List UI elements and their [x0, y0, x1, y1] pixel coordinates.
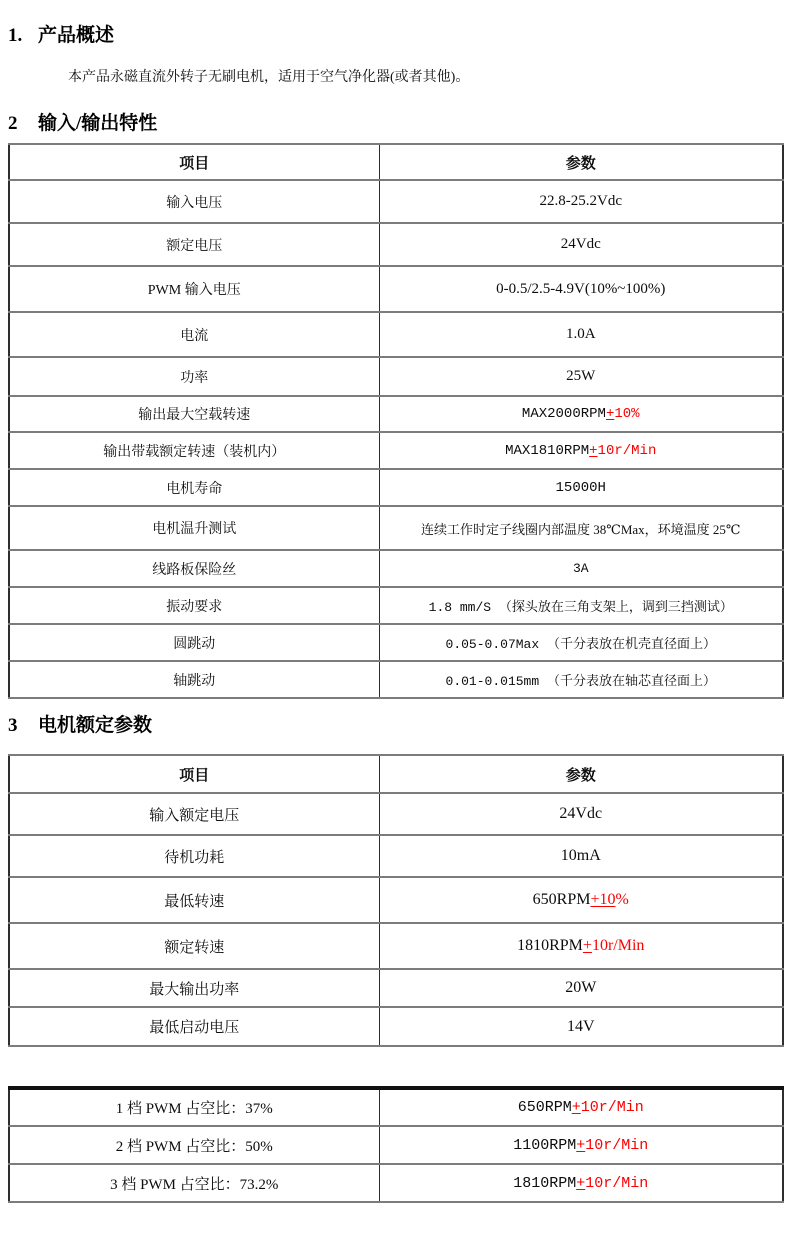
intro-paragraph: 本产品永磁直流外转子无刷电机，适用于空气净化器(或者其他)。: [68, 70, 470, 85]
header-item-cell: 项目: [9, 144, 379, 180]
header-param-cell: 参数: [379, 755, 783, 793]
item-cell: 最大输出功率: [9, 969, 379, 1007]
table-row: [9, 835, 783, 877]
section-2-heading: [8, 112, 782, 136]
table-row: [9, 432, 783, 469]
value-cell: 22.8-25.2Vdc: [379, 180, 783, 223]
item-cell: 线路板保险丝: [9, 550, 379, 587]
section-title: 产品概述: [38, 25, 115, 46]
value-cell: 24Vdc: [379, 793, 783, 835]
item-cell: 待机功耗: [9, 835, 379, 877]
value-cell: 1810RPM+10r/Min: [379, 1164, 783, 1202]
value-cell: 1.0A: [379, 312, 783, 357]
red-tolerance: +: [582, 937, 592, 954]
table-row: [9, 969, 783, 1007]
table-row: [9, 469, 783, 506]
table-header-row: [9, 144, 783, 180]
table-row: [9, 793, 783, 835]
table-row: [9, 923, 783, 969]
item-cell: 输入额定电压: [9, 793, 379, 835]
table-row: [9, 180, 783, 223]
table-row: [9, 587, 783, 624]
value-cell: 14V: [379, 1007, 783, 1046]
item-cell: 轴跳动: [9, 661, 379, 698]
red-tolerance: +: [605, 406, 615, 422]
item-cell: 电流: [9, 312, 379, 357]
value-cell: MAX2000RPM+10%: [379, 396, 783, 432]
section-title: 输入/输出特性: [38, 113, 158, 134]
value-cell: 1810RPM+10r/Min: [379, 923, 783, 969]
value-cell: 0-0.5/2.5-4.9V(10%~100%): [379, 266, 783, 312]
value-cell: 650RPM+10%: [379, 877, 783, 923]
item-cell: 输出最大空载转速: [9, 396, 379, 432]
section-number: 3: [8, 715, 18, 736]
item-cell: 1 档 PWM 占空比：37%: [9, 1088, 379, 1126]
io-characteristics-table: [8, 143, 784, 699]
item-cell: 功率: [9, 357, 379, 396]
item-cell: 额定电压: [9, 223, 379, 266]
header-item-cell: 项目: [9, 755, 379, 793]
table-row: [9, 1126, 783, 1164]
item-cell: 最低转速: [9, 877, 379, 923]
table-header-row: [9, 755, 783, 793]
table-row: [9, 312, 783, 357]
section-number: 1.: [8, 25, 23, 46]
red-tolerance: +: [576, 1136, 586, 1154]
item-cell: PWM 输入电压: [9, 266, 379, 312]
value-cell: 24Vdc: [379, 223, 783, 266]
table-row: [9, 1007, 783, 1046]
item-cell: 振动要求: [9, 587, 379, 624]
value-cell: 0.01-0.015mm （千分表放在轴芯直径面上）: [379, 661, 783, 698]
table-row: [9, 396, 783, 432]
item-cell: 输入电压: [9, 180, 379, 223]
table-row: [9, 357, 783, 396]
value-cell: 25W: [379, 357, 783, 396]
table-row: [9, 266, 783, 312]
item-cell: 输出带载额定转速（装机内）: [9, 432, 379, 469]
header-param-cell: 参数: [379, 144, 783, 180]
item-cell: 3 档 PWM 占空比：73.2%: [9, 1164, 379, 1202]
value-cell: 连续工作时定子线圈内部温度 38℃Max，环境温度 25℃: [379, 506, 783, 550]
table-row: [9, 1164, 783, 1202]
value-cell: 20W: [379, 969, 783, 1007]
table-row: [9, 550, 783, 587]
section-title: 电机额定参数: [38, 715, 153, 736]
table-row: [9, 624, 783, 661]
item-cell: 电机温升测试: [9, 506, 379, 550]
value-cell: 3A: [379, 550, 783, 587]
value-cell: 15000H: [379, 469, 783, 506]
value-cell: 1.8 mm/S （探头放在三角支架上，调到三挡测试）: [379, 587, 783, 624]
red-tolerance: +: [589, 442, 598, 459]
red-tolerance: +: [576, 1174, 586, 1192]
table-row: [9, 1088, 783, 1126]
value-cell: MAX1810RPM+10r/Min: [379, 432, 783, 469]
item-cell: 最低启动电压: [9, 1007, 379, 1046]
section-number: 2: [8, 113, 18, 134]
table-row: [9, 877, 783, 923]
item-cell: 电机寿命: [9, 469, 379, 506]
value-cell: 650RPM+10r/Min: [379, 1088, 783, 1126]
item-cell: 2 档 PWM 占空比：50%: [9, 1126, 379, 1164]
section-3-heading: [8, 714, 782, 738]
pwm-speed-table: [8, 1086, 784, 1203]
table-row: [9, 506, 783, 550]
table-row: [9, 661, 783, 698]
value-cell: 10mA: [379, 835, 783, 877]
item-cell: 额定转速: [9, 923, 379, 969]
rated-parameters-table: [8, 754, 784, 1047]
red-tolerance: +: [571, 1099, 581, 1116]
section-1-heading: [8, 24, 782, 48]
value-cell: 0.05-0.07Max （千分表放在机壳直径面上）: [379, 624, 783, 661]
item-cell: 圆跳动: [9, 624, 379, 661]
table-row: [9, 223, 783, 266]
value-cell: 1100RPM+10r/Min: [379, 1126, 783, 1164]
red-tolerance: +10: [590, 891, 616, 908]
